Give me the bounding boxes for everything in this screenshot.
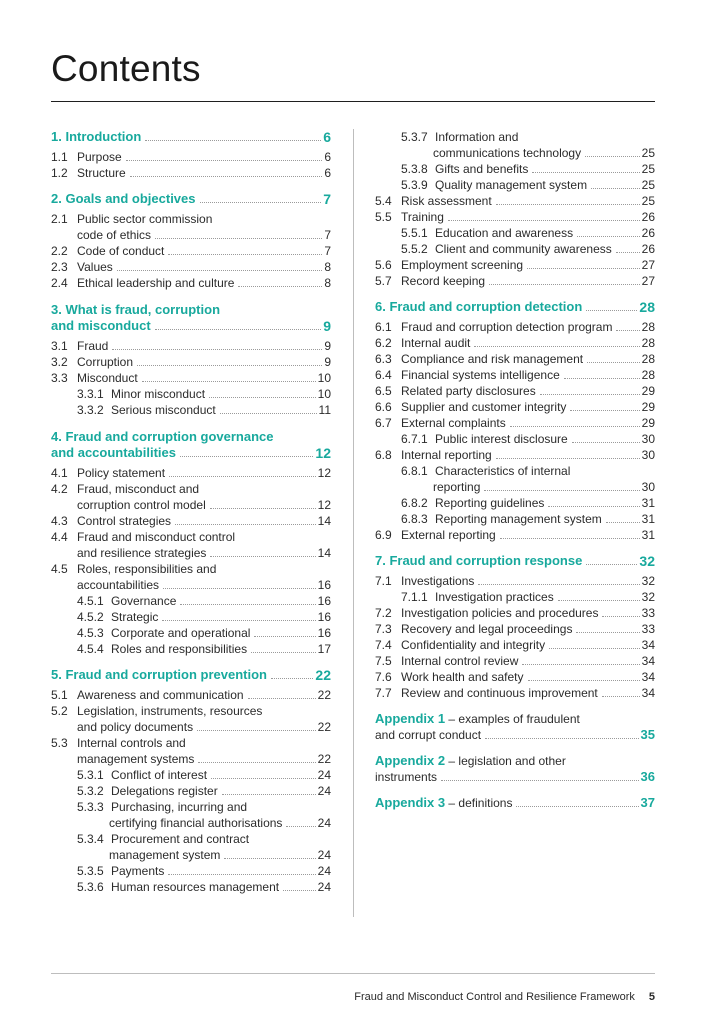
footer-rule bbox=[51, 973, 655, 974]
footer bbox=[354, 991, 655, 1003]
toc-entry-7-2[interactable]: 7.2 Investigation policies and procedures 33 bbox=[375, 606, 655, 620]
toc-entry-6-8-2[interactable]: 6.8.2 Reporting guidelines 31 bbox=[401, 496, 655, 510]
toc-entry-6-8[interactable]: 6.8 Internal reporting 30 bbox=[375, 448, 655, 462]
toc-entry-5-3-4[interactable]: 5.3.4 Procurement and contract management system 24 bbox=[77, 832, 331, 862]
toc-entry-appendix-3[interactable]: Appendix 3 – definitions 37 bbox=[375, 795, 655, 810]
title-rule bbox=[51, 101, 655, 102]
toc-entry-7-4[interactable]: 7.4 Confidentiality and integrity 34 bbox=[375, 638, 655, 652]
toc-entry-4-5-1[interactable]: 4.5.1 Governance 16 bbox=[77, 594, 331, 608]
toc-entry-6[interactable]: 6. Fraud and corruption detection 28 bbox=[375, 299, 655, 315]
toc-entry-2-3[interactable]: 2.3 Values 8 bbox=[51, 260, 331, 274]
toc-entry-7-6[interactable]: 7.6 Work health and safety 34 bbox=[375, 670, 655, 684]
toc-entry-6-8-3[interactable]: 6.8.3 Reporting management system 31 bbox=[401, 512, 655, 526]
toc-entry-6-7-1[interactable]: 6.7.1 Public interest disclosure 30 bbox=[401, 432, 655, 446]
toc-entry-4[interactable]: 4. Fraud and corruption governance and accountabilities 12 bbox=[51, 429, 331, 461]
toc-entry-4-1[interactable]: 4.1 Policy statement 12 bbox=[51, 466, 331, 480]
toc-entry-6-2[interactable]: 6.2 Internal audit 28 bbox=[375, 336, 655, 350]
toc-entry-1-1[interactable]: 1.1 Purpose 6 bbox=[51, 150, 331, 164]
toc-entry-3-3[interactable]: 3.3 Misconduct 10 bbox=[51, 371, 331, 385]
toc-entry-1[interactable]: 1. Introduction 6 bbox=[51, 129, 331, 145]
footer-page-number: 5 bbox=[648, 991, 655, 1003]
page-title: Contents bbox=[51, 48, 201, 89]
toc-entry-2-2[interactable]: 2.2 Code of conduct 7 bbox=[51, 244, 331, 258]
toc-entry-3-1[interactable]: 3.1 Fraud 9 bbox=[51, 339, 331, 353]
toc-entry-2-4[interactable]: 2.4 Ethical leadership and culture 8 bbox=[51, 276, 331, 290]
toc-entry-3-3-1[interactable]: 3.3.1 Minor misconduct 10 bbox=[77, 387, 331, 401]
toc-entry-5-3[interactable]: 5.3 Internal controls and management systems 22 bbox=[51, 736, 331, 766]
toc-entry-6-1[interactable]: 6.1 Fraud and corruption detection program 28 bbox=[375, 320, 655, 334]
footer-title: Fraud and Misconduct Control and Resilience Framework bbox=[354, 991, 635, 1003]
toc-entry-6-6[interactable]: 6.6 Supplier and customer integrity 29 bbox=[375, 400, 655, 414]
toc-entry-3[interactable]: 3. What is fraud, corruption and misconduct 9 bbox=[51, 302, 331, 334]
toc-entry-7-3[interactable]: 7.3 Recovery and legal proceedings 33 bbox=[375, 622, 655, 636]
toc-entry-4-5-2[interactable]: 4.5.2 Strategic 16 bbox=[77, 610, 331, 624]
toc-entry-4-5[interactable]: 4.5 Roles, responsibilities and accountabilities 16 bbox=[51, 562, 331, 592]
toc-entry-7-1-1[interactable]: 7.1.1 Investigation practices 32 bbox=[401, 590, 655, 604]
toc-entry-5-3-7[interactable]: 5.3.7 Information and communications technology 25 bbox=[401, 130, 655, 160]
toc-entry-appendix-2[interactable]: Appendix 2 – legislation and other instruments 36 bbox=[375, 753, 655, 784]
toc-entry-4-4[interactable]: 4.4 Fraud and misconduct control and resilience strategies 14 bbox=[51, 530, 331, 560]
toc-entry-5-3-8[interactable]: 5.3.8 Gifts and benefits 25 bbox=[401, 162, 655, 176]
toc-entry-5-3-1[interactable]: 5.3.1 Conflict of interest 24 bbox=[77, 768, 331, 782]
toc-entry-5-5-1[interactable]: 5.5.1 Education and awareness 26 bbox=[401, 226, 655, 240]
toc-entry-5-6[interactable]: 5.6 Employment screening 27 bbox=[375, 258, 655, 272]
toc-entry-5-5[interactable]: 5.5 Training 26 bbox=[375, 210, 655, 224]
toc-entry-5-3-9[interactable]: 5.3.9 Quality management system 25 bbox=[401, 178, 655, 192]
toc-entry-5[interactable]: 5. Fraud and corruption prevention 22 bbox=[51, 667, 331, 683]
toc-entry-5-3-2[interactable]: 5.3.2 Delegations register 24 bbox=[77, 784, 331, 798]
toc-entry-5-7[interactable]: 5.7 Record keeping 27 bbox=[375, 274, 655, 288]
toc-entry-4-5-3[interactable]: 4.5.3 Corporate and operational 16 bbox=[77, 626, 331, 640]
toc-entry-3-3-2[interactable]: 3.3.2 Serious misconduct 11 bbox=[77, 403, 331, 417]
toc-entry-5-3-3[interactable]: 5.3.3 Purchasing, incurring and certifying financial authorisations 24 bbox=[77, 800, 331, 830]
column-divider bbox=[353, 129, 354, 917]
toc-entry-5-2[interactable]: 5.2 Legislation, instruments, resources and policy documents 22 bbox=[51, 704, 331, 734]
toc-entry-5-3-5[interactable]: 5.3.5 Payments 24 bbox=[77, 864, 331, 878]
toc-entry-5-1[interactable]: 5.1 Awareness and communication 22 bbox=[51, 688, 331, 702]
toc-entry-3-2[interactable]: 3.2 Corruption 9 bbox=[51, 355, 331, 369]
toc-entry-7-7[interactable]: 7.7 Review and continuous improvement 34 bbox=[375, 686, 655, 700]
toc-entry-6-3[interactable]: 6.3 Compliance and risk management 28 bbox=[375, 352, 655, 366]
toc-entry-5-4[interactable]: 5.4 Risk assessment 25 bbox=[375, 194, 655, 208]
toc-entry-5-3-6[interactable]: 5.3.6 Human resources management 24 bbox=[77, 880, 331, 894]
toc-entry-6-5[interactable]: 6.5 Related party disclosures 29 bbox=[375, 384, 655, 398]
toc-entry-6-4[interactable]: 6.4 Financial systems intelligence 28 bbox=[375, 368, 655, 382]
toc-entry-2-1[interactable]: 2.1 Public sector commission code of ethics 7 bbox=[51, 212, 331, 242]
toc-entry-appendix-1[interactable]: Appendix 1 – examples of fraudulent and corrupt conduct 35 bbox=[375, 711, 655, 742]
toc-entry-6-9[interactable]: 6.9 External reporting 31 bbox=[375, 528, 655, 542]
toc-entry-4-3[interactable]: 4.3 Control strategies 14 bbox=[51, 514, 331, 528]
toc-left-column bbox=[51, 129, 331, 895]
toc-entry-6-7[interactable]: 6.7 External complaints 29 bbox=[375, 416, 655, 430]
toc-entry-7[interactable]: 7. Fraud and corruption response 32 bbox=[375, 553, 655, 569]
toc-entry-1-2[interactable]: 1.2 Structure 6 bbox=[51, 166, 331, 180]
toc-entry-4-5-4[interactable]: 4.5.4 Roles and responsibilities 17 bbox=[77, 642, 331, 656]
toc-entry-4-2[interactable]: 4.2 Fraud, misconduct and corruption control model 12 bbox=[51, 482, 331, 512]
toc-entry-5-5-2[interactable]: 5.5.2 Client and community awareness 26 bbox=[401, 242, 655, 256]
toc-right-column bbox=[375, 129, 655, 811]
toc-entry-7-5[interactable]: 7.5 Internal control review 34 bbox=[375, 654, 655, 668]
toc-entry-2[interactable]: 2. Goals and objectives 7 bbox=[51, 191, 331, 207]
toc-entry-7-1[interactable]: 7.1 Investigations 32 bbox=[375, 574, 655, 588]
toc-entry-6-8-1[interactable]: 6.8.1 Characteristics of internal reporting 30 bbox=[401, 464, 655, 494]
